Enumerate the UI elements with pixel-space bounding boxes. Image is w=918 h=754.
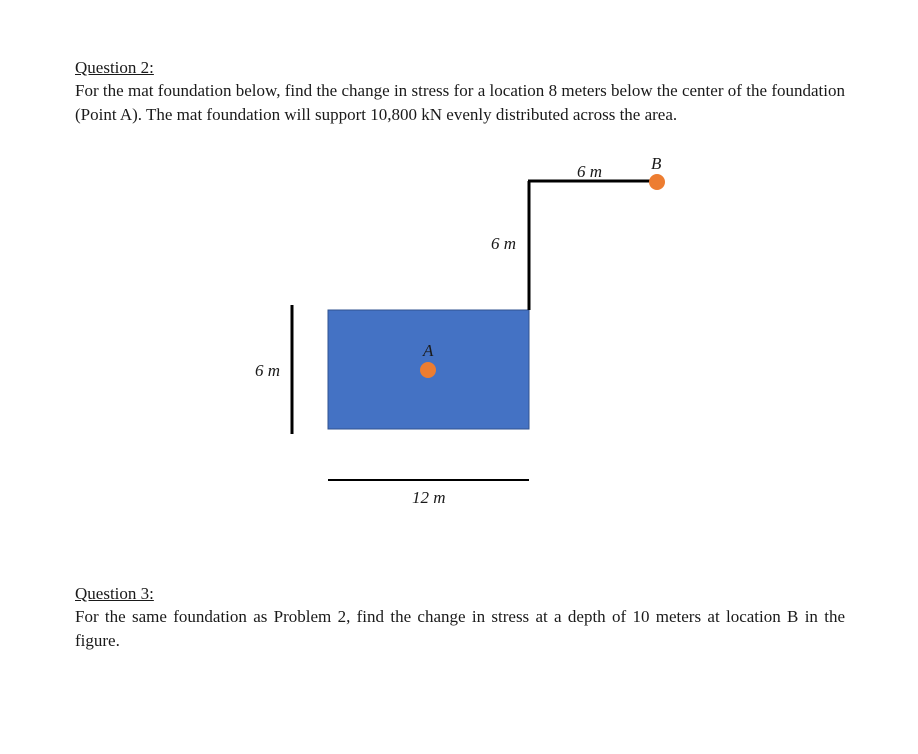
- top-width-label: 6 m: [577, 162, 603, 181]
- question-3-text: For the same foundation as Problem 2, find the change in stress at a depth of 10 meters at location B in the figure.: [75, 607, 845, 650]
- point-b-marker: [649, 174, 665, 190]
- vertical-offset-label: 6 m: [491, 234, 517, 253]
- question-3-heading: Question 3:: [75, 584, 154, 603]
- point-b-label: B: [651, 154, 662, 173]
- bottom-width-label: 12 m: [412, 488, 446, 507]
- question-2-heading: Question 2:: [75, 58, 154, 77]
- height-label: 6 m: [255, 361, 281, 380]
- point-a-marker: [420, 362, 436, 378]
- point-a-label: A: [423, 341, 434, 360]
- question-2-text: For the mat foundation below, find the change in stress for a location 8 meters below the center of the foundation (Point A). The mat foundation will support 10,800 kN evenly distributed across the area.: [75, 81, 845, 124]
